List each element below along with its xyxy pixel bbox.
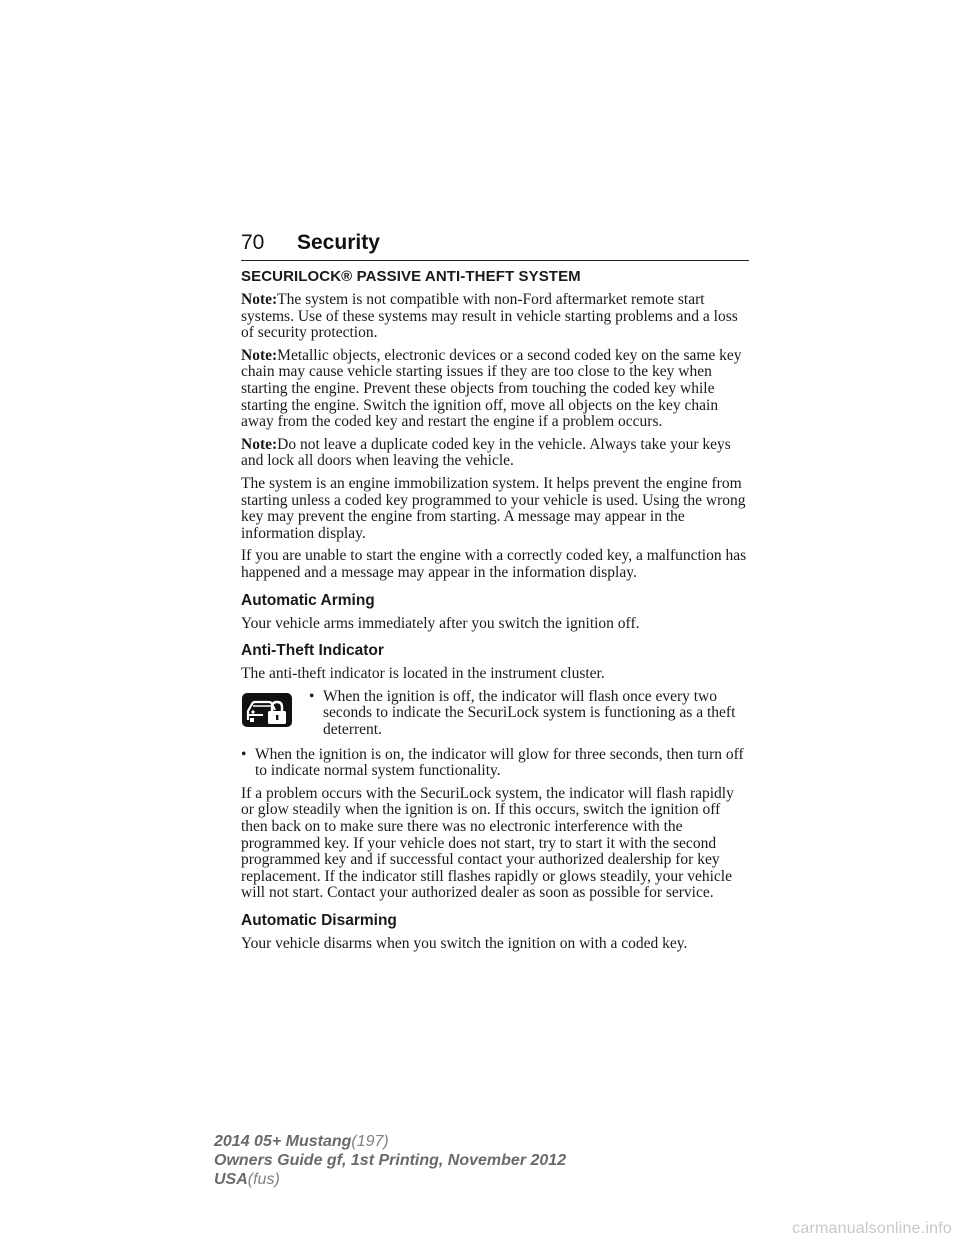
footer-code: (197) [351, 1133, 389, 1150]
note-1-text: The system is not compatible with non-Ford aftermarket remote start systems. Use of these systems may result in vehicle starting problems and a loss of security protection. [241, 291, 738, 342]
disarming-text: Your vehicle disarms when you switch the ignition on with a coded key. [241, 935, 688, 953]
page-footer [214, 1132, 714, 1189]
footer-model: 2014 05+ Mustang [214, 1133, 352, 1150]
footer-line-1 [214, 1132, 714, 1151]
bullet-mark: • [309, 687, 315, 705]
note-3 [241, 437, 749, 470]
note-label: Note: [241, 291, 278, 308]
note-2-text: Metallic objects, electronic devices or a second coded key on the same key chain may cause vehicle starting issues if they are too close to the key when starting the engine. Prevent these objects from touching the coded key while starting the engine. Switch the ignition off, move all objects on the key chain away from the coded key and restart the engine if a problem occurs. [241, 346, 742, 431]
heading-anti-theft-indicator: Anti-Theft Indicator [241, 642, 384, 660]
paragraph-immobilization: The system is an engine immobilization system. It helps prevent the engine from starting unless a coded key programmed to your vehicle is used. Using the wrong key may prevent the engine from starting. A message may appear in the information display. [241, 474, 746, 542]
footer-printing: Owners Guide gf, 1st Printing, November 2012 [214, 1152, 567, 1169]
anti-theft-car-lock-icon [242, 693, 292, 727]
bullet-ignition-off [309, 689, 749, 739]
footer-region-code: (fus) [247, 1171, 280, 1188]
bullet-mark: • [241, 745, 247, 763]
page-header [241, 230, 749, 261]
main-heading: SECURILOCK® PASSIVE ANTI-THEFT SYSTEM [241, 268, 581, 285]
note-1 [241, 292, 749, 342]
bullet-ignition-off-text: When the ignition is off, the indicator will flash once every two seconds to indicate the SecuriLock system is functioning as a theft deterrent. [323, 687, 736, 738]
paragraph-problem: If a problem occurs with the SecuriLock system, the indicator will flash rapidly or glow steadily when the ignition is on. If this occurs, switch the ignition off then back on to make sure there was no electronic interference with the programmed key. If your vehicle does not start, try to start it with the second programmed key and if successful contact your authorized dealership for key replacement. If the indicator still flashes rapidly or glows steadily, your vehicle will not start. Contact your authorized dealer as soon as possible for service. [241, 784, 734, 902]
bullet-ignition-on-text: When the ignition is on, the indicator will glow for three seconds, then turn off to indicate normal system functionality. [255, 745, 744, 780]
note-label: Note: [241, 346, 278, 364]
arming-text: Your vehicle arms immediately after you switch the ignition off. [241, 614, 640, 632]
indicator-block [241, 689, 749, 743]
footer-line-2 [214, 1151, 714, 1170]
note-3-text: Do not leave a duplicate coded key in the vehicle. Always take your keys and lock all doors when leaving the vehicle. [241, 435, 731, 470]
note-label: Note: [241, 435, 278, 453]
note-2 [241, 348, 749, 431]
section-title: Security [297, 231, 380, 254]
heading-automatic-disarming: Automatic Disarming [241, 912, 397, 930]
bullet-ignition-on [241, 747, 749, 780]
page-content [241, 268, 749, 959]
footer-line-3 [214, 1170, 714, 1189]
indicator-text: The anti-theft indicator is located in the instrument cluster. [241, 665, 605, 683]
watermark: carmanualsonline.info [792, 1220, 952, 1237]
heading-automatic-arming: Automatic Arming [241, 591, 375, 609]
page-number: 70 [241, 231, 265, 254]
footer-region: USA [214, 1171, 248, 1188]
paragraph-malfunction: If you are unable to start the engine with a correctly coded key, a malfunction has happened and a message may appear in the information display. [241, 547, 747, 581]
